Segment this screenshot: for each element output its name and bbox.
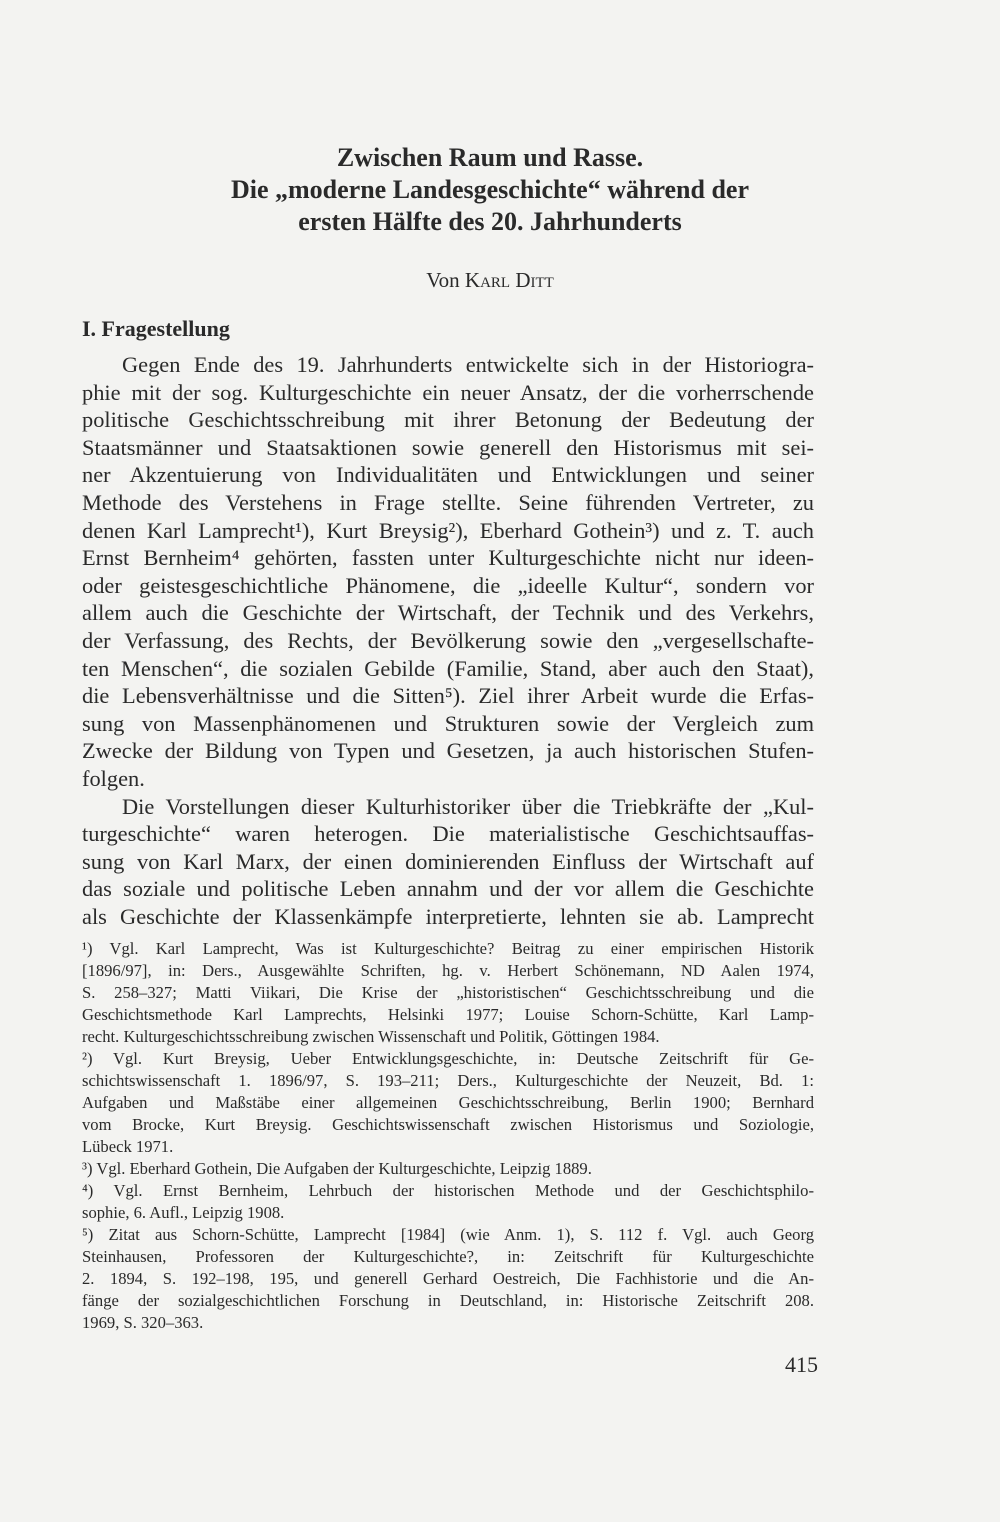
body-line: Methode des Verstehens in Frage stellte. Seine führenden Vertreter, zu bbox=[82, 489, 814, 515]
footnote-line: S. 258–327; Matti Viikari, Die Krise der „historistischen“ Geschichtsschreibung und die bbox=[82, 983, 814, 1002]
body-line: das soziale und politische Leben annahm und der vor allem die Geschichte bbox=[82, 876, 814, 902]
body-line: sung von Massenphänomenen und Strukturen sowie der Vergleich zum bbox=[82, 710, 814, 736]
body-line: turgeschichte“ waren heterogen. Die materialistische Geschichtsauffas- bbox=[82, 821, 814, 847]
title-line-1: Zwischen Raum und Rasse. bbox=[336, 143, 644, 172]
author-line bbox=[150, 267, 830, 293]
footnote-line: vom Brocke, Kurt Breysig. Geschichtswissenschaft zwischen Historismus und Soziologie, bbox=[82, 1115, 814, 1134]
body-line: denen Karl Lamprecht¹), Kurt Breysig²), Eberhard Gothein³) und z. T. auch bbox=[82, 517, 814, 543]
footnote-line: Steinhausen, Professoren der Kulturgeschichte?, in: Zeitschrift für Kulturgeschichte bbox=[82, 1247, 814, 1266]
body-line: ten Menschen“, die sozialen Gebilde (Familie, Stand, aber auch den Staat), bbox=[82, 655, 814, 681]
title-line-2: Die „moderne Landesgeschichte“ während der bbox=[230, 175, 750, 204]
footnotes bbox=[82, 938, 814, 1334]
body-line: Ernst Bernheim⁴ gehörten, fassten unter Kulturgeschichte nicht nur ideen- bbox=[82, 545, 814, 571]
body-line: ner Akzentuierung von Individualitäten und Entwicklungen und seiner bbox=[82, 462, 814, 488]
body-line: Die Vorstellungen dieser Kulturhistoriker über die Triebkräfte der „Kul- bbox=[122, 793, 814, 819]
body-line: die Lebensverhältnisse und die Sitten⁵). Ziel ihrer Arbeit wurde die Erfas- bbox=[82, 683, 814, 709]
footnote-line: schichtswissenschaft 1. 1896/97, S. 193–211; Ders., Kulturgeschichte der Neuzeit, Bd. 1: bbox=[82, 1071, 814, 1090]
footnote-line: ⁵) Zitat aus Schorn-Schütte, Lamprecht [1984] (wie Anm. 1), S. 112 f. Vgl. auch Georg bbox=[82, 1225, 814, 1244]
body-line: folgen. bbox=[82, 765, 145, 791]
footnote-line: Lübeck 1971. bbox=[82, 1137, 174, 1156]
footnote-line: [1896/97], in: Ders., Ausgewählte Schriften, hg. v. Herbert Schönemann, ND Aalen 1974, bbox=[82, 961, 814, 980]
author-name: Karl Ditt bbox=[464, 268, 554, 292]
body-line: Staatsmänner und Staatsaktionen sowie generell den Historismus mit sei- bbox=[82, 434, 814, 460]
body-line: allem auch die Geschichte der Wirtschaft, der Technik und des Verkehrs, bbox=[82, 600, 814, 626]
body-line: der Verfassung, des Rechts, der Bevölkerung sowie den „vergesellschafte- bbox=[82, 627, 814, 653]
body-line: Gegen Ende des 19. Jahrhunderts entwickelte sich in der Historiogra- bbox=[122, 352, 814, 377]
author-prefix: Von bbox=[426, 268, 460, 292]
section-heading: I. Fragestellung bbox=[82, 316, 230, 341]
footnote-line: ³) Vgl. Eberhard Gothein, Die Aufgaben der Kulturgeschichte, Leipzig 1889. bbox=[82, 1159, 592, 1178]
body-line: oder geistesgeschichtliche Phänomene, die „ideelle Kultur“, sondern vor bbox=[82, 572, 814, 598]
page-number: 415 bbox=[785, 1352, 818, 1377]
footnote-line: recht. Kulturgeschichtsschreibung zwischen Wissenschaft und Politik, Göttingen 1984. bbox=[82, 1027, 660, 1046]
body-line: politische Geschichtsschreibung mit ihrer Betonung der Bedeutung der bbox=[82, 407, 814, 433]
footnote-line: fänge der sozialgeschichtlichen Forschung in Deutschland, in: Historische Zeitschrift 208. bbox=[82, 1291, 814, 1310]
footnote-line: Aufgaben und Maßstäbe einer allgemeinen Geschichtsschreibung, Berlin 1900; Bernhard bbox=[82, 1093, 814, 1112]
footnote-line: ¹) Vgl. Karl Lamprecht, Was ist Kulturgeschichte? Beitrag zu einer empirischen Historik bbox=[82, 939, 814, 958]
footnote-line: ²) Vgl. Kurt Breysig, Ueber Entwicklungsgeschichte, in: Deutsche Zeitschrift für Ge- bbox=[82, 1049, 814, 1068]
body-text bbox=[82, 351, 814, 930]
footnote-line: 1969, S. 320–363. bbox=[82, 1313, 204, 1332]
footnote-line: 2. 1894, S. 192–198, 195, und generell Gerhard Oestreich, Die Fachhistorie und die An- bbox=[82, 1269, 814, 1288]
footnote-line: ⁴) Vgl. Ernst Bernheim, Lehrbuch der historischen Methode und der Geschichtsphilo- bbox=[82, 1181, 814, 1200]
footnote-line: sophie, 6. Aufl., Leipzig 1908. bbox=[82, 1203, 285, 1222]
body-line: Zwecke der Bildung von Typen und Gesetzen, ja auch historischen Stufen- bbox=[82, 738, 814, 764]
body-line: phie mit der sog. Kulturgeschichte ein neuer Ansatz, der die vorherrschende bbox=[82, 379, 814, 405]
title-line-3: ersten Hälfte des 20. Jahrhunderts bbox=[298, 207, 682, 236]
body-line: als Geschichte der Klassenkämpfe interpretierte, lehnten sie ab. Lamprecht bbox=[82, 903, 814, 929]
footnote-line: Geschichtsmethode Karl Lamprechts, Helsinki 1977; Louise Schorn-Schütte, Karl Lamp- bbox=[82, 1005, 814, 1024]
body-line: sung von Karl Marx, der einen dominierenden Einfluss der Wirtschaft auf bbox=[82, 848, 814, 874]
article-title bbox=[150, 142, 830, 238]
